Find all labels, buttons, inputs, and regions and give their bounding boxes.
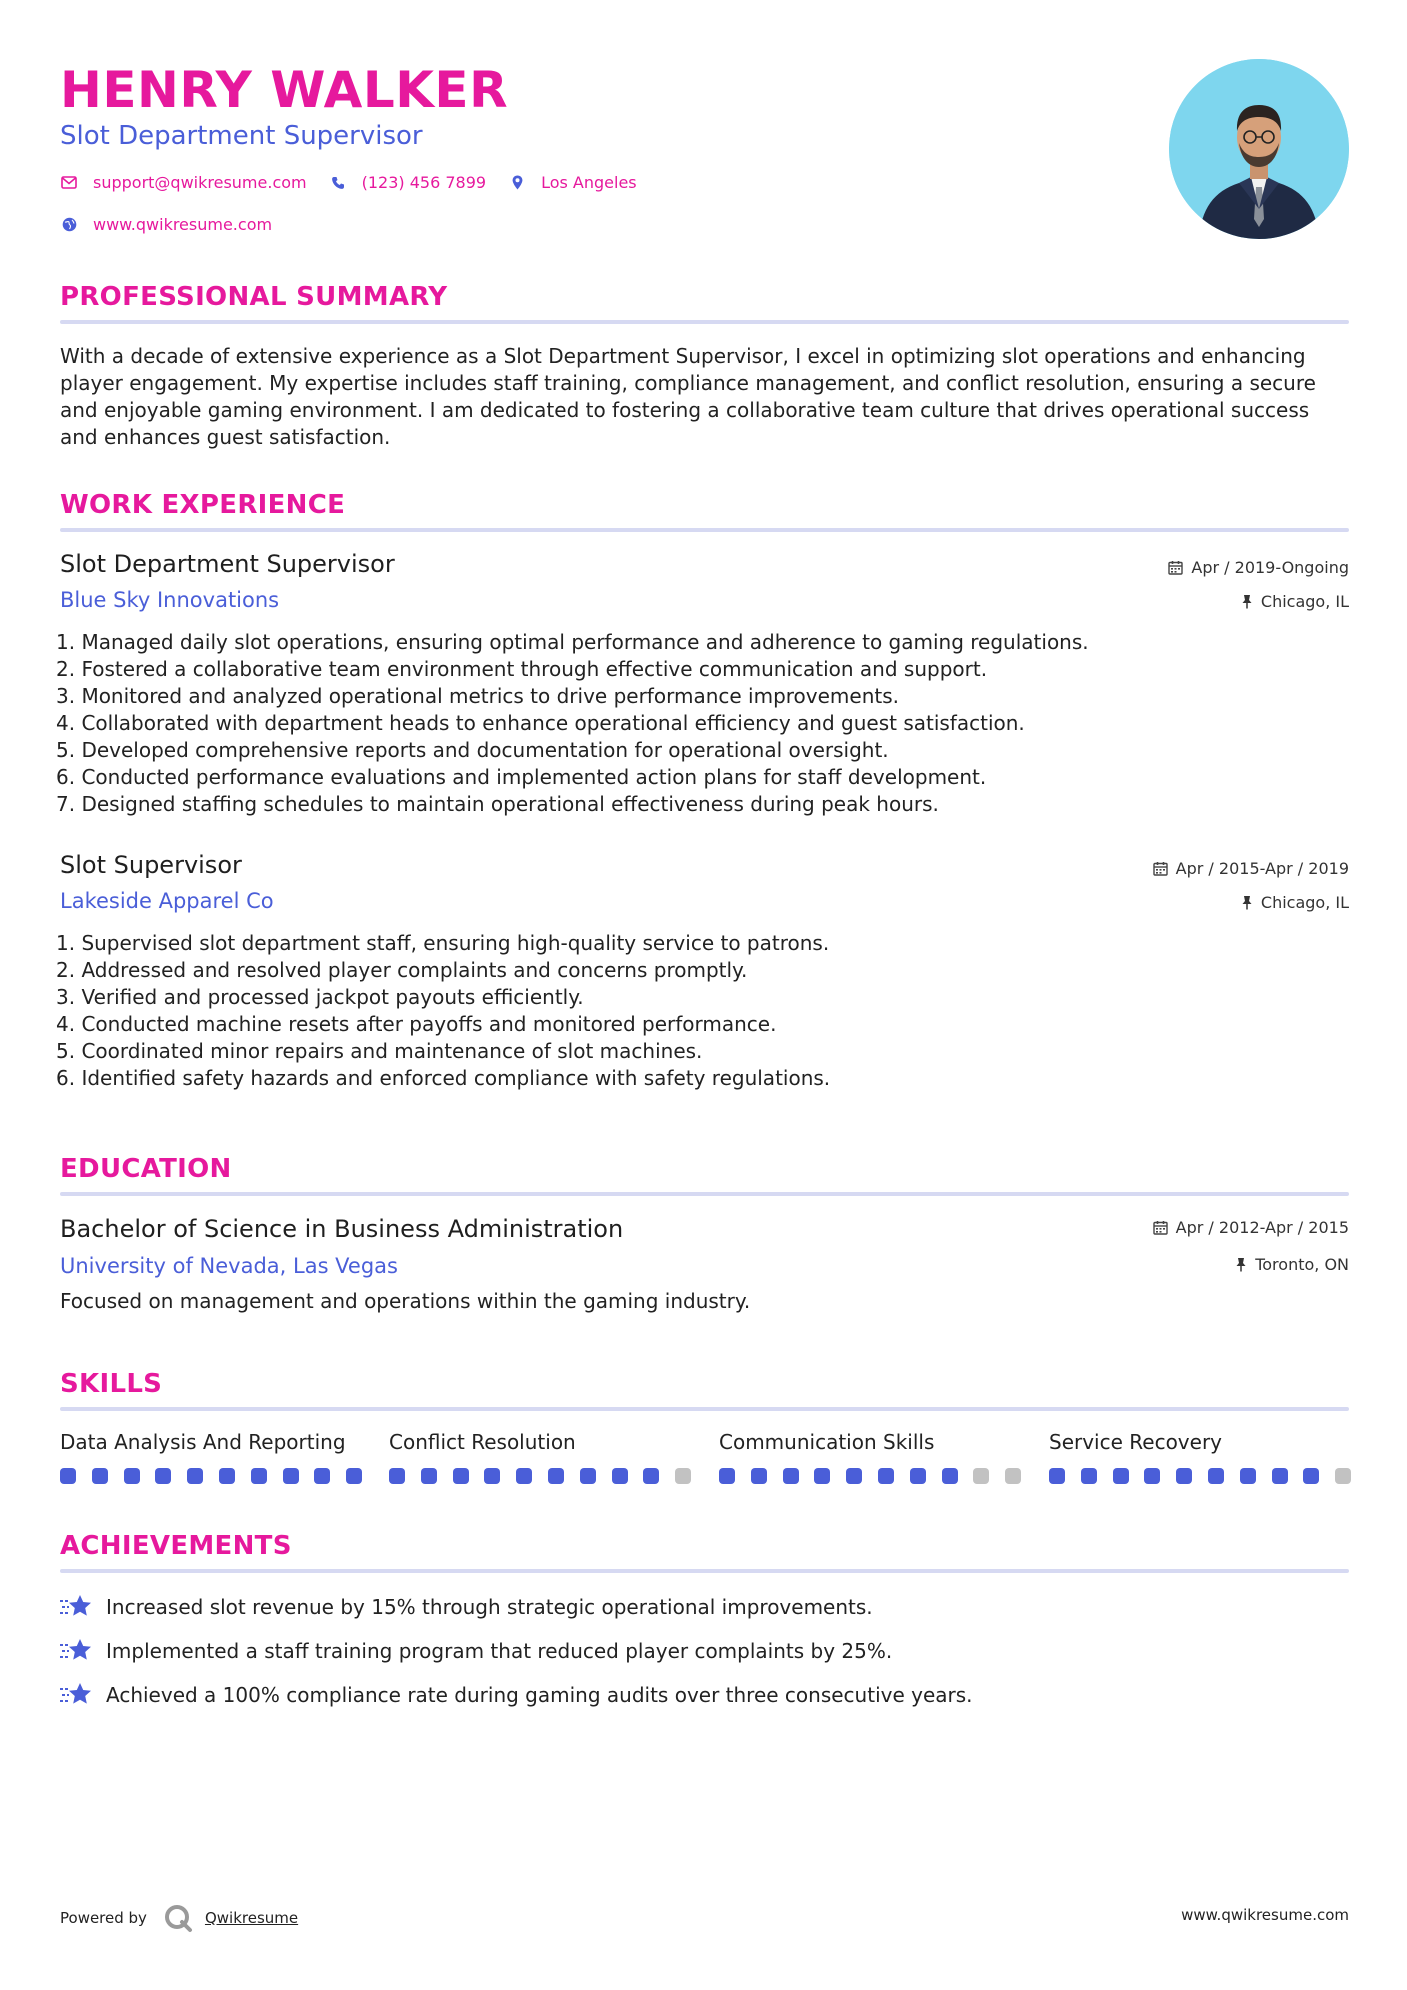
- rating-dot-filled: [1081, 1468, 1097, 1484]
- rating-dot-filled: [783, 1468, 799, 1484]
- education-location: [1235, 1255, 1349, 1274]
- job-bullet-list: [56, 930, 1326, 1092]
- list-item: 5. Coordinated minor repairs and maintenance of slot machines.: [56, 1039, 703, 1063]
- company-name: Lakeside Apparel Co: [60, 889, 274, 913]
- rating-dot-filled: [942, 1468, 958, 1484]
- calendar-icon: [1153, 1220, 1168, 1235]
- rating-dot-filled: [751, 1468, 767, 1484]
- experience-section-title: WORK EXPERIENCE: [60, 490, 346, 520]
- rating-dot-filled: [283, 1468, 299, 1484]
- rating-dot-filled: [60, 1468, 76, 1484]
- rating-dot-filled: [346, 1468, 362, 1484]
- rating-dot-filled: [719, 1468, 735, 1484]
- location-text: Chicago, IL: [1260, 893, 1349, 912]
- achievement-item: [60, 1681, 973, 1709]
- contact-website[interactable]: [60, 215, 272, 234]
- skill-rating: [389, 1468, 707, 1484]
- email-text: support@qwikresume.com: [93, 173, 307, 192]
- skill-item: [389, 1430, 689, 1454]
- skill-rating: [60, 1468, 378, 1484]
- rating-dot-filled: [643, 1468, 659, 1484]
- rating-dot-filled: [251, 1468, 267, 1484]
- phone-icon: [329, 174, 347, 192]
- phone-text: (123) 456 7899: [361, 173, 487, 192]
- rating-dot-filled: [1272, 1468, 1288, 1484]
- location-text: Toronto, ON: [1255, 1255, 1349, 1274]
- rating-dot-filled: [1113, 1468, 1129, 1484]
- education-section-title: EDUCATION: [60, 1154, 232, 1184]
- rating-dot-filled: [548, 1468, 564, 1484]
- school-name: University of Nevada, Las Vegas: [60, 1254, 398, 1278]
- job-title: Slot Department Supervisor: [60, 550, 395, 578]
- dates-text: Apr / 2012-Apr / 2015: [1175, 1218, 1349, 1237]
- rating-dot-filled: [1176, 1468, 1192, 1484]
- skill-rating: [1049, 1468, 1367, 1484]
- section-divider: [60, 1569, 1349, 1573]
- footer-website[interactable]: www.qwikresume.com: [1181, 1906, 1349, 1924]
- pushpin-icon: [1241, 895, 1253, 910]
- section-divider: [60, 1407, 1349, 1411]
- candidate-role: Slot Department Supervisor: [60, 121, 423, 151]
- pushpin-icon: [1241, 594, 1253, 609]
- dates-text: Apr / 2019-Ongoing: [1191, 558, 1349, 577]
- rating-dot-filled: [612, 1468, 628, 1484]
- job-dates: [1153, 859, 1349, 878]
- location-text: Chicago, IL: [1260, 592, 1349, 611]
- rating-dot-filled: [1303, 1468, 1319, 1484]
- rating-dot-filled: [124, 1468, 140, 1484]
- summary-section-title: PROFESSIONAL SUMMARY: [60, 282, 448, 312]
- achievements-section-title: ACHIEVEMENTS: [60, 1531, 292, 1561]
- skills-section-title: SKILLS: [60, 1369, 163, 1399]
- section-divider: [60, 320, 1349, 324]
- rating-dot-filled: [814, 1468, 830, 1484]
- contact-row: [60, 173, 659, 192]
- rating-dot-filled: [421, 1468, 437, 1484]
- list-item: 4. Conducted machine resets after payoffs and monitored performance.: [56, 1012, 777, 1036]
- list-item: 1. Supervised slot department staff, ensuring high-quality service to patrons.: [56, 931, 830, 955]
- list-item: 2. Addressed and resolved player complaints and concerns promptly.: [56, 958, 748, 982]
- list-item: 5. Developed comprehensive reports and documentation for operational oversight.: [56, 738, 889, 762]
- job-location: [1241, 592, 1349, 611]
- rating-dot-filled: [389, 1468, 405, 1484]
- profile-photo: [1169, 59, 1349, 239]
- skill-item: [719, 1430, 1019, 1454]
- rating-dot-filled: [484, 1468, 500, 1484]
- job-location: [1241, 893, 1349, 912]
- skill-label: Communication Skills: [719, 1430, 935, 1454]
- rating-dot-filled: [910, 1468, 926, 1484]
- candidate-name: HENRY WALKER: [60, 61, 509, 119]
- achievement-text: Increased slot revenue by 15% through strategic operational improvements.: [106, 1595, 873, 1619]
- rating-dot-filled: [453, 1468, 469, 1484]
- rating-dot-filled: [580, 1468, 596, 1484]
- rating-dot-filled: [314, 1468, 330, 1484]
- rating-dot-filled: [1144, 1468, 1160, 1484]
- skill-rating: [719, 1468, 1037, 1484]
- map-pin-icon: [508, 174, 526, 192]
- envelope-icon: [60, 174, 78, 192]
- rating-dot-filled: [1208, 1468, 1224, 1484]
- company-name: Blue Sky Innovations: [60, 588, 280, 612]
- calendar-icon: [1168, 560, 1183, 575]
- section-divider: [60, 528, 1349, 532]
- list-item: 1. Managed daily slot operations, ensuring optimal performance and adherence to gaming regulations.: [56, 630, 1089, 654]
- list-item: 4. Collaborated with department heads to enhance operational efficiency and guest satisfaction.: [56, 711, 1025, 735]
- powered-by-text: Powered by: [60, 1909, 147, 1927]
- rating-dot-filled: [516, 1468, 532, 1484]
- education-dates: [1153, 1218, 1349, 1237]
- skill-item: [60, 1430, 360, 1454]
- education-description: Focused on management and operations within the gaming industry.: [60, 1289, 751, 1313]
- rating-dot-filled: [1240, 1468, 1256, 1484]
- job-bullet-list: [56, 629, 1326, 818]
- rating-dot-filled: [187, 1468, 203, 1484]
- location-text: Los Angeles: [541, 173, 637, 192]
- rating-dot-filled: [92, 1468, 108, 1484]
- skill-item: [1049, 1430, 1349, 1454]
- qwikresume-logo-icon: [163, 1903, 193, 1933]
- rating-dot-empty: [973, 1468, 989, 1484]
- rating-dot-filled: [846, 1468, 862, 1484]
- skill-label: Data Analysis And Reporting: [60, 1430, 346, 1454]
- job-title: Slot Supervisor: [60, 851, 242, 879]
- rating-dot-filled: [219, 1468, 235, 1484]
- qwikresume-link[interactable]: Qwikresume: [204, 1909, 299, 1927]
- footer-powered-by: [60, 1903, 298, 1933]
- rating-dot-empty: [1005, 1468, 1021, 1484]
- rating-dot-empty: [675, 1468, 691, 1484]
- achievement-item: [60, 1593, 873, 1621]
- list-item: 6. Identified safety hazards and enforced compliance with safety regulations.: [56, 1066, 831, 1090]
- skill-label: Conflict Resolution: [389, 1430, 576, 1454]
- achievement-text: Implemented a staff training program that reduced player complaints by 25%.: [106, 1639, 893, 1663]
- globe-icon: [60, 216, 78, 234]
- star-icon: [60, 1637, 94, 1665]
- rating-dot-filled: [155, 1468, 171, 1484]
- rating-dot-empty: [1335, 1468, 1351, 1484]
- skill-label: Service Recovery: [1049, 1430, 1223, 1454]
- website-text: www.qwikresume.com: [93, 215, 273, 234]
- rating-dot-filled: [878, 1468, 894, 1484]
- degree-title: Bachelor of Science in Business Administration: [60, 1215, 624, 1243]
- dates-text: Apr / 2015-Apr / 2019: [1175, 859, 1349, 878]
- pushpin-icon: [1235, 1257, 1247, 1272]
- summary-text: With a decade of extensive experience as a Slot Department Supervisor, I excel in optimizing slot operations and enhancing player engagement. My expertise includes staff training, compliance management, and conflict resolution, ensuring a secure and enjoyable gaming environment. I am dedicated to fostering a collaborative team culture that drives operational success and enhances guest satisfaction.: [60, 344, 1316, 449]
- achievement-text: Achieved a 100% compliance rate during gaming audits over three consecutive years.: [106, 1683, 973, 1707]
- contact-location: [508, 173, 637, 192]
- list-item: 6. Conducted performance evaluations and implemented action plans for staff development.: [56, 765, 987, 789]
- star-icon: [60, 1681, 94, 1709]
- contact-phone[interactable]: [329, 173, 486, 192]
- section-divider: [60, 1192, 1349, 1196]
- list-item: 3. Monitored and analyzed operational metrics to drive performance improvements.: [56, 684, 900, 708]
- achievement-item: [60, 1637, 892, 1665]
- contact-email[interactable]: [60, 173, 307, 192]
- star-icon: [60, 1593, 94, 1621]
- job-dates: [1168, 558, 1349, 577]
- contact-row-website: [60, 215, 294, 234]
- rating-dot-filled: [1049, 1468, 1065, 1484]
- calendar-icon: [1153, 861, 1168, 876]
- list-item: 7. Designed staffing schedules to maintain operational effectiveness during peak hours.: [56, 792, 939, 816]
- list-item: 2. Fostered a collaborative team environment through effective communication and support.: [56, 657, 988, 681]
- list-item: 3. Verified and processed jackpot payouts efficiently.: [56, 985, 584, 1009]
